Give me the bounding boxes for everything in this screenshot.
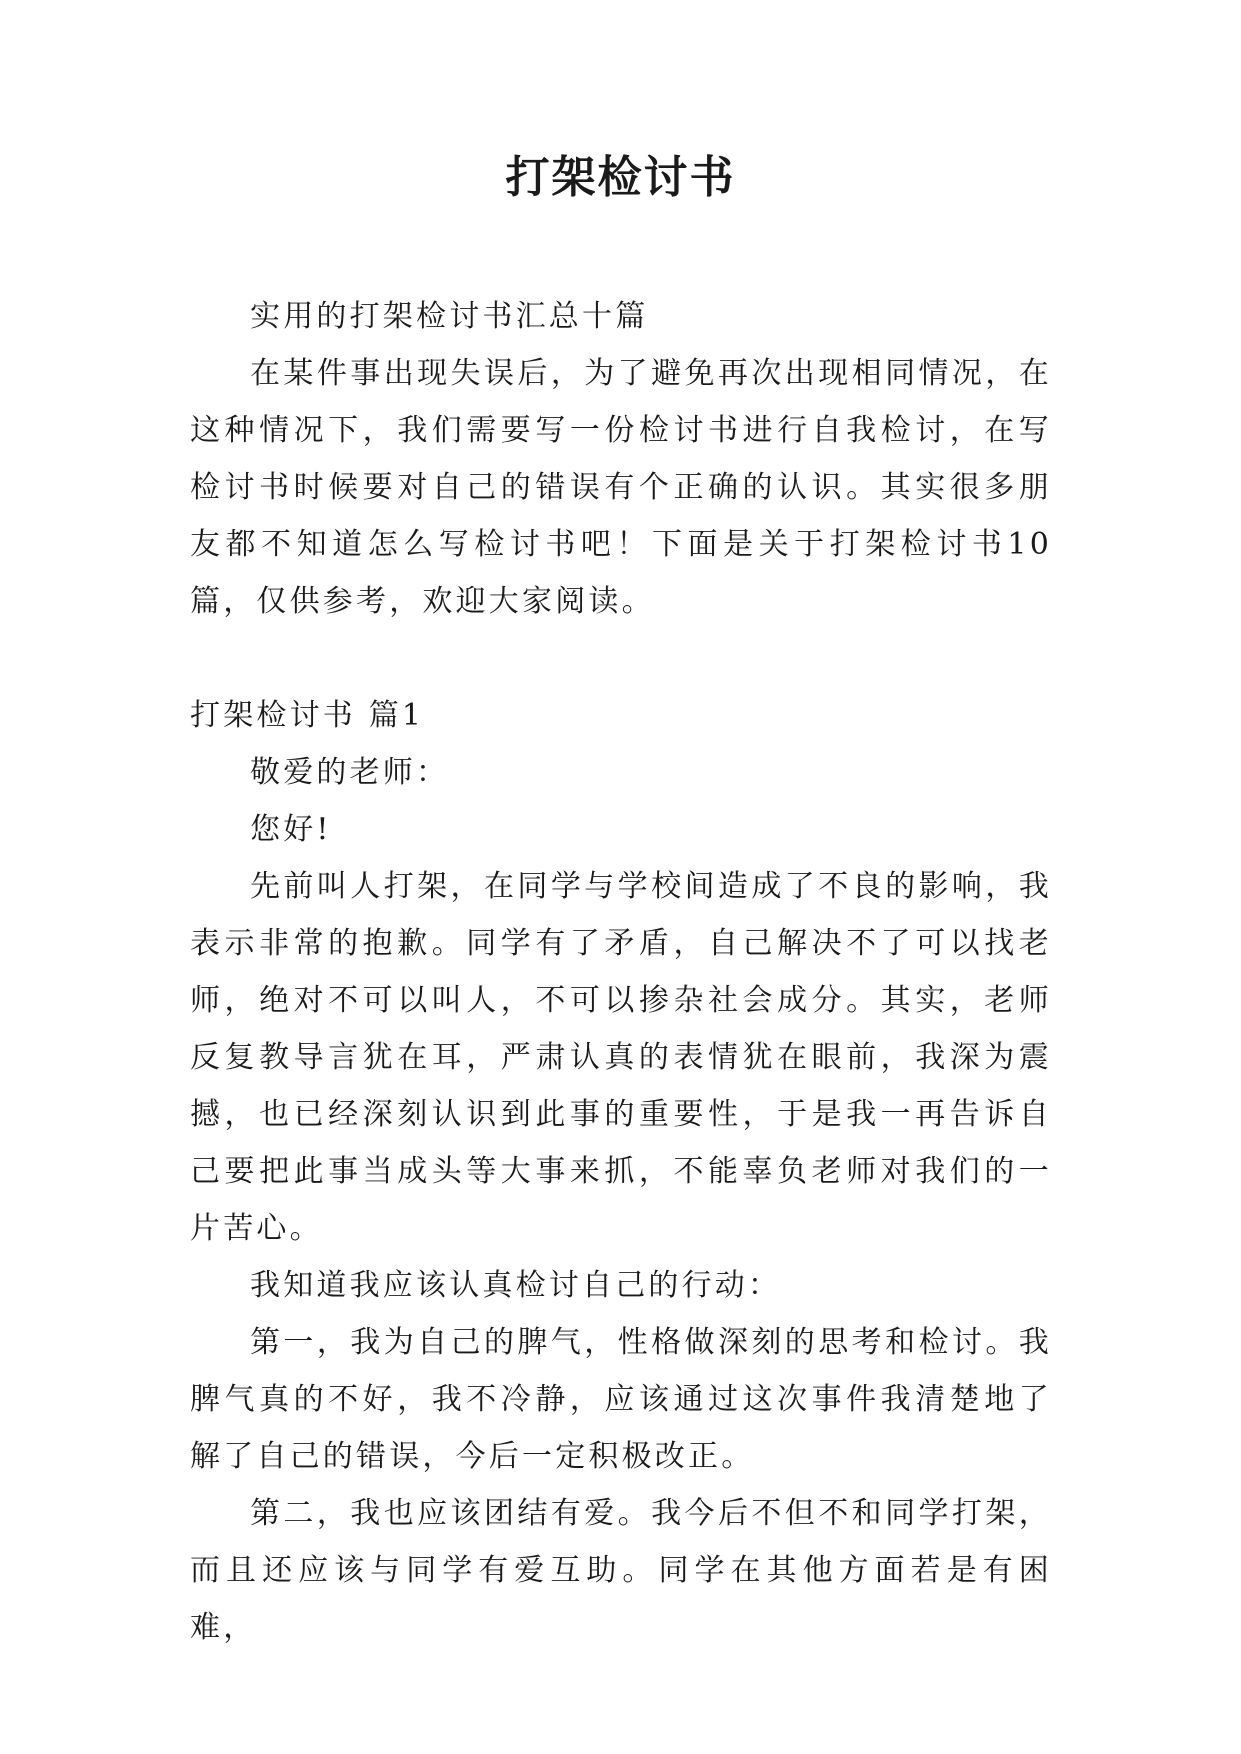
- document-title: 打架检讨书: [505, 152, 736, 203]
- section-heading: 打架检讨书 篇1: [190, 698, 425, 733]
- body-paragraph: 第一，我为自己的脾气，性格做深刻的思考和检讨。我脾气真的不好，我不冷静，应该通过这次事件我清楚地了解了自己的错误，今后一定积极改正。: [190, 1325, 1052, 1474]
- body-paragraph: 第二，我也应该团结有爱。我今后不但不和同学打架，而且还应该与同学有爱互助。同学在其他方面若是有困难，: [190, 1496, 1052, 1645]
- salutation: 敬爱的老师：: [250, 755, 450, 790]
- body-paragraph: 先前叫人打架，在同学与学校间造成了不良的影响，我表示非常的抱歉。同学有了矛盾，自己解决不了可以找老师，绝对不可以叫人，不可以掺杂社会成分。其实，老师反复教导言犹在耳，严肃认真的表情犹在眼前，我深为震撼，也已经深刻认识到此事的重要性，于是我一再告诉自己要把此事当成头等大事来抓，不能辜负老师对我们的一片苦心。: [190, 869, 1052, 1246]
- intro-paragraph: 在某件事出现失误后，为了避免再次出现相同情况，在这种情况下，我们需要写一份检讨书进行自我检讨，在写检讨书时候要对自己的错误有个正确的认识。其实很多朋友都不知道怎么写检讨书吧！下面是关于打架检讨书10篇，仅供参考，欢迎大家阅读。: [190, 356, 1052, 619]
- document-body: [190, 288, 1052, 1656]
- document-subtitle: 实用的打架检讨书汇总十篇: [250, 299, 649, 334]
- body-paragraph: 我知道我应该认真检讨自己的行动：: [250, 1268, 782, 1303]
- greeting: 您好!: [250, 812, 332, 847]
